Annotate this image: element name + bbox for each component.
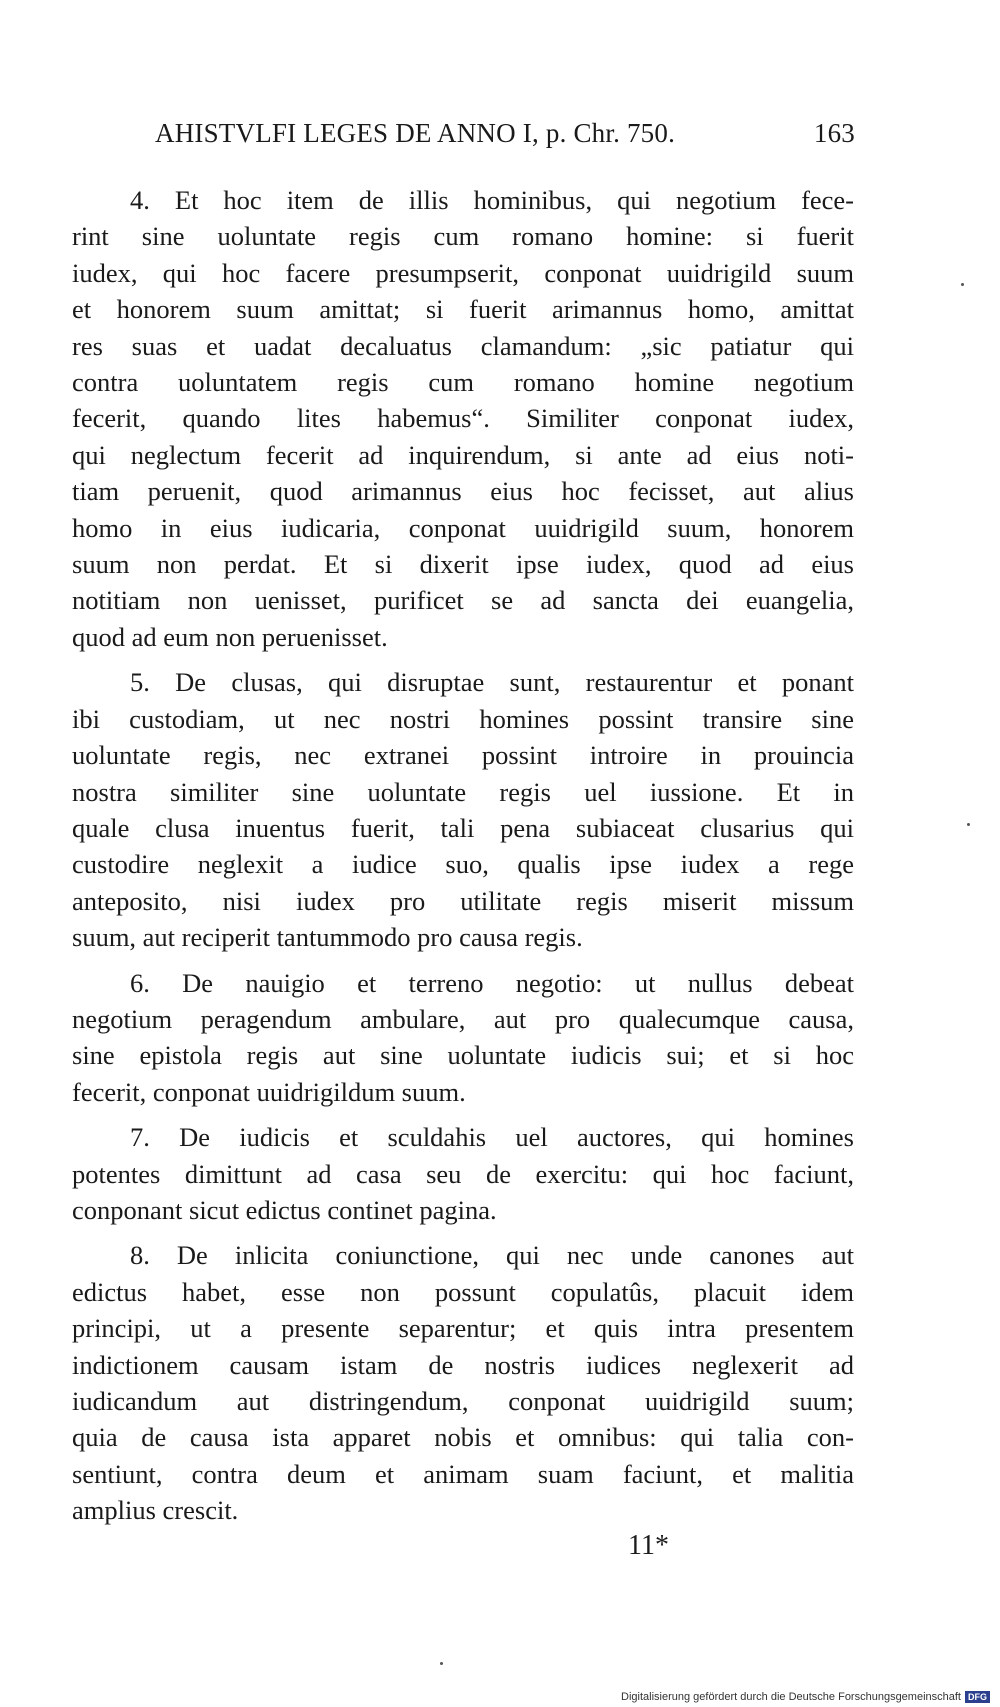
main-text (72, 182, 854, 1529)
footer (621, 1691, 990, 1703)
dfg-logo: DFG (965, 1691, 990, 1703)
running-head (155, 118, 855, 149)
text-line: 6. De nauigio et terreno negotio: ut nullus debeat (130, 967, 854, 998)
paragraph (72, 1119, 854, 1228)
text-line: amplius crescit. (72, 1495, 239, 1526)
paragraph (72, 965, 854, 1111)
print-speck (440, 1662, 443, 1665)
text-line: suum, aut reciperit tantummodo pro causa regis. (72, 922, 583, 953)
print-speck (961, 283, 964, 286)
text-line: 8. De inlicita coniunctione, qui nec unde canones aut (130, 1240, 854, 1271)
text-line: potentes dimittunt ad casa seu de exercitu: qui hoc faciunt, (72, 1158, 854, 1189)
text-line: sine epistola regis aut sine uoluntate iudicis sui; et si hoc (72, 1040, 854, 1071)
paragraph (72, 1237, 854, 1528)
text-line: fecerit, conponat uuidrigildum suum. (72, 1076, 466, 1107)
text-line: indictionem causam istam de nostris iudices neglexerit ad (72, 1349, 854, 1380)
text-line: et honorem suum amittat; si fuerit arimannus homo, amittat (72, 294, 854, 325)
text-line: negotium peragendum ambulare, aut pro qualecumque causa, (72, 1003, 854, 1034)
text-line: edictus habet, esse non possunt copulatûs, placuit idem (72, 1276, 854, 1307)
paragraph (72, 182, 854, 655)
text-line: tiam peruenit, quod arimannus eius hoc fecisset, aut alius (72, 476, 854, 507)
text-line: nostra similiter sine uoluntate regis uel iussione. Et in (72, 776, 854, 807)
signature-mark: 11* (628, 1530, 669, 1561)
text-line: rint sine uoluntate regis cum romano homine: si fuerit (72, 221, 854, 252)
text-line: custodire neglexit a iudice suo, qualis ipse iudex a rege (72, 849, 854, 880)
text-line: suum non perdat. Et si dixerit ipse iudex, quod ad eius (72, 549, 854, 580)
text-line: fecerit, quando lites habemus“. Similiter conponat iudex, (72, 403, 854, 434)
text-line: 7. De iudicis et sculdahis uel auctores, qui homines (130, 1122, 854, 1153)
text-line: uoluntate regis, nec extranei possint introire in prouincia (72, 740, 854, 771)
text-line: notitiam non uenisset, purificet se ad sancta dei euangelia, (72, 585, 854, 616)
text-line: res suas et uadat decaluatus clamandum: „sic patiatur qui (72, 330, 854, 361)
print-speck (967, 823, 970, 826)
text-line: iudicandum aut distringendum, conponat uuidrigild suum; (72, 1386, 854, 1416)
running-title: AHISTVLFI LEGES DE ANNO I, p. Chr. 750. (155, 118, 676, 148)
text-line: quale clusa inuentus fuerit, tali pena subiaceat clusarius qui (72, 812, 854, 843)
text-line: iudex, qui hoc facere presumpserit, conponat uuidrigild suum (72, 257, 854, 288)
text-line: principi, ut a presente separentur; et quis intra presentem (72, 1313, 854, 1344)
text-line: quod ad eum non peruenisset. (72, 621, 388, 652)
paragraph (72, 664, 854, 955)
text-line: conponant sicut edictus continet pagina. (72, 1194, 497, 1225)
page-number: 163 (813, 118, 855, 148)
digitization-credit: Digitalisierung gefördert durch die Deutsche Forschungsgemeinschaft (621, 1691, 961, 1703)
text-line: 4. Et hoc item de illis hominibus, qui negotium fece- (130, 185, 854, 215)
text-line: ibi custodiam, ut nec nostri homines possint transire sine (72, 703, 854, 734)
text-line: 5. De clusas, qui disruptae sunt, restaurentur et ponant (130, 667, 854, 698)
text-line: qui neglectum fecerit ad inquirendum, si ante ad eius noti- (72, 439, 854, 470)
text-line: quia de causa ista apparet nobis et omnibus: qui talia con- (72, 1422, 854, 1453)
text-line: anteposito, nisi iudex pro utilitate regis miserit missum (72, 885, 854, 916)
text-line: homo in eius iudicaria, conponat uuidrigild suum, honorem (72, 512, 854, 543)
text-line: sentiunt, contra deum et animam suam faciunt, et malitia (72, 1458, 854, 1489)
text-line: contra uoluntatem regis cum romano homine negotium (72, 367, 854, 398)
